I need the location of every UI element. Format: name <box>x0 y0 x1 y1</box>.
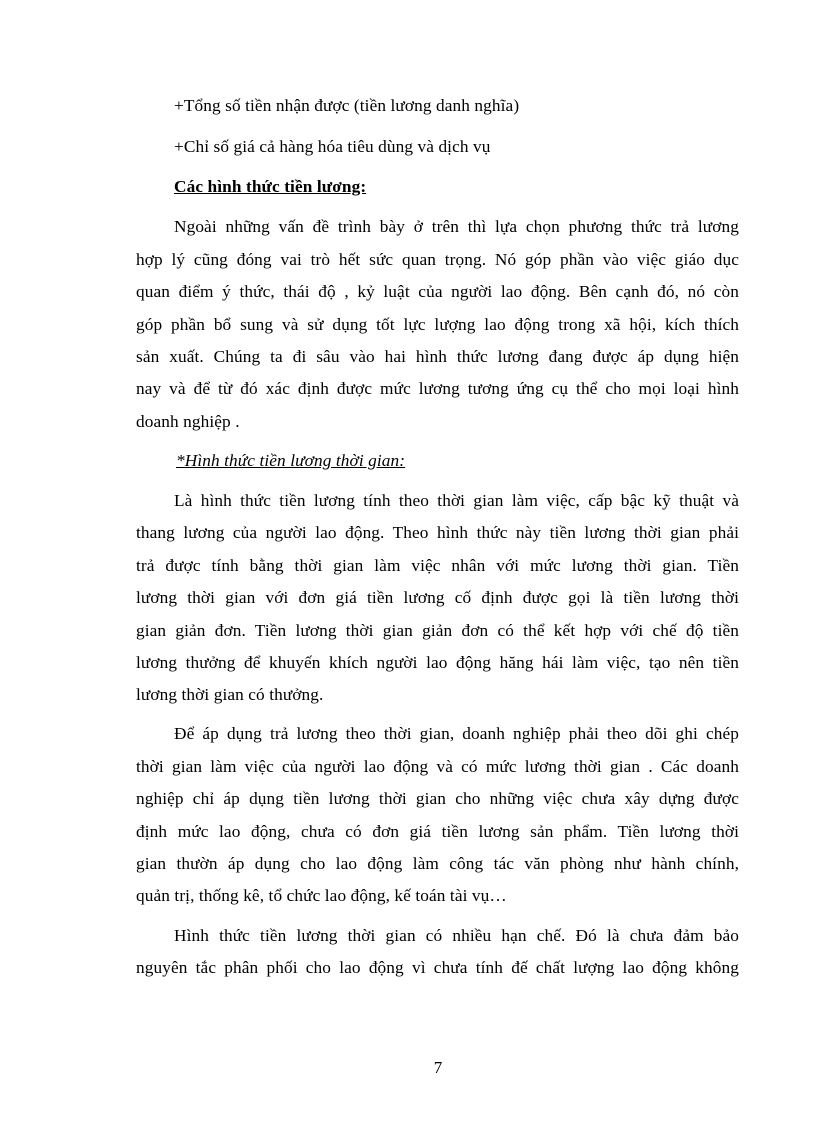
paragraph4-line: Hình thức tiền lương thời gian có nhiều hạn chế. Đó là chưa đảm bảo <box>174 926 739 945</box>
bullet-price-index: +Chỉ số giá cả hàng hóa tiêu dùng và dịch vụ <box>174 137 491 156</box>
paragraph3-line: gian thườn áp dụng cho lao động làm công tác văn phòng như hành chính, <box>136 854 739 873</box>
paragraph2-line: Là hình thức tiền lương tính theo thời gian làm việc, cấp bậc kỹ thuật và <box>174 491 739 510</box>
bullet-nominal-wage: +Tổng số tiền nhận được (tiền lương danh nghĩa) <box>174 96 520 115</box>
paragraph3-line: nghiệp chỉ áp dụng tiền lương thời gian cho những việc chưa xây dựng được <box>136 789 739 808</box>
section-heading: Các hình thức tiền lương: <box>174 177 367 196</box>
paragraph2-line: lương thời gian có thưởng. <box>136 685 324 704</box>
paragraph4-line: nguyên tắc phân phối cho lao động vì chưa tính đế chất lượng lao động không <box>136 958 739 977</box>
paragraph1-line: góp phần bổ sung và sử dụng tốt lực lượng lao động trong xã hội, kích thích <box>136 315 739 334</box>
paragraph2-line: gian giản đơn. Tiền lương thời gian giản đơn có thể kết hợp với chế độ tiền <box>136 621 739 640</box>
paragraph2-line: trả được tính bằng thời gian làm việc nhân với mức lương thời gian. Tiền <box>136 556 739 575</box>
paragraph2-line: thang lương của người lao động. Theo hình thức này tiền lương thời gian phải <box>136 523 739 542</box>
subsection-heading: *Hình thức tiền lương thời gian: <box>176 451 406 470</box>
paragraph2-line: lương thời gian với đơn giá tiền lương cố định được gọi là tiền lương thời <box>136 588 739 607</box>
paragraph1-line: doanh nghiệp . <box>136 412 240 431</box>
paragraph1-line: hợp lý cũng đóng vai trò hết sức quan trọng. Nó góp phần vào việc giáo dục <box>136 250 739 269</box>
paragraph3-line: Để áp dụng trả lương theo thời gian, doanh nghiệp phải theo dõi ghi chép <box>174 724 739 743</box>
page-number: 7 <box>433 1058 443 1077</box>
paragraph1-line: sản xuất. Chúng ta đi sâu vào hai hình thức lương đang được áp dụng hiện <box>136 347 739 366</box>
paragraph2-line: lương thưởng để khuyến khích người lao động hăng hái làm việc, tạo nên tiền <box>136 653 739 672</box>
paragraph3-line: định mức lao động, chưa có đơn giá tiền lương sản phẩm. Tiền lương thời <box>136 822 739 841</box>
paragraph1-line: quan điểm ý thức, thái độ , kỷ luật của người lao động. Bên cạnh đó, nó còn <box>136 282 739 301</box>
paragraph3-line: quản trị, thống kê, tổ chức lao động, kế toán tài vụ… <box>136 886 507 905</box>
paragraph1-line: nay và để từ đó xác định được mức lương tương ứng cụ thể cho mọi loại hình <box>136 379 739 398</box>
paragraph1-line: Ngoài những vấn đề trình bày ở trên thì lựa chọn phương thức trả lương <box>174 217 739 236</box>
paragraph3-line: thời gian làm việc của người lao động và có mức lương thời gian . Các doanh <box>136 757 739 776</box>
